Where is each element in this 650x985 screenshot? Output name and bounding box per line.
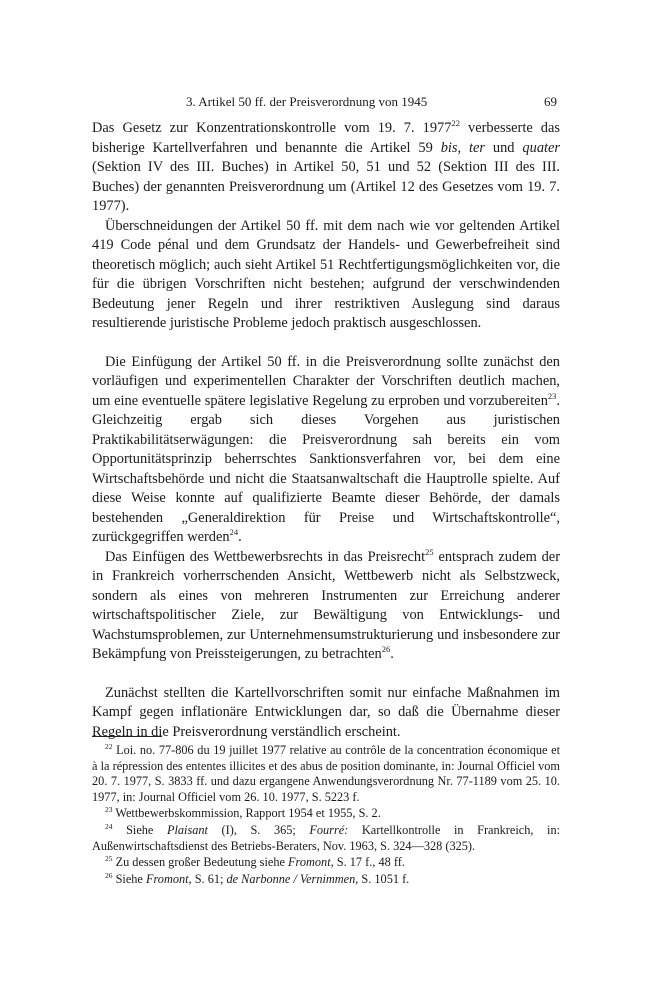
text-run: verbesserte das bisherige Kartellverfahren und benannte die Artikel 59 <box>92 120 560 156</box>
footnote-text: (I), S. 365; <box>207 822 310 837</box>
footnotes <box>92 743 560 888</box>
footnote-22 <box>92 743 560 805</box>
footnote-text: S. 1051 f. <box>358 871 410 886</box>
italic-quater: quater <box>522 139 560 156</box>
text-run: (Sektion IV des III. Buches) in Artikel 50, 51 und 52 (Sektion III des III. Buches) der genannten Preisverordnung um (Artikel 12 des Gesetzes vom 19. 7. 1977). <box>92 159 560 214</box>
footnote-23 <box>92 806 560 822</box>
text-run: . Gleichzeitig ergab sich dieses Vorgehen aus juristischen Praktikabilitätserwägungen: die Preisverordnung sah bereits ein vom Opportunitätsprinzip beherrschtes Sanktionsverfahren vor, bei dem eine Wirtschaftsbehörde und nicht die Staatsanwaltschaft die Hauptrolle spielte. Auf diese Weise konnte auf qualifizierte Beamte dieser Behörde, der damals bestehenden „Generaldirektion für Preise und Wirtschaftskontrolle“, zurückgegriffen werden <box>92 392 560 545</box>
footnote-text: S. 17 f., 48 ff. <box>333 855 405 870</box>
paragraph-3 <box>92 353 560 548</box>
author-narbonne-vernimmen: de Narbonne / Vernimmen, <box>226 871 359 886</box>
footnote-text: Zu dessen großer Bedeutung siehe <box>112 855 289 870</box>
footnote-ref-25: 25 <box>425 546 434 557</box>
footnote-text: Wettbewerbskommission, Rapport 1954 et 1955, S. 2. <box>112 806 381 821</box>
author-fromont: Fromont, <box>145 871 192 886</box>
footnote-ref-23: 23 <box>547 390 557 401</box>
footnote-number: 24 <box>105 821 113 831</box>
text-run: Das Gesetz zur Konzentrationskontrolle vom 19. 7. 1977 <box>92 120 452 136</box>
paragraph-1 <box>92 119 560 217</box>
text-run: entsprach zudem der in Frankreich vorherrschenden Ansicht, Wettbewerb nicht als Selbstzweck, sondern als eines von mehreren Instrumenten zur Erreichung anderer wirtschaftspolitischer Ziele, zur Bewältigung von Entwicklungs- und Wachstumsproblemen, zur Unternehmensumstrukturierung und insbesondere zur Bekämpfung von Preissteigerungen, zu betrachten <box>92 548 560 662</box>
footnote-number: 26 <box>105 870 113 880</box>
paragraph-5: Zunächst stellten die Kartellvorschriften somit nur einfache Maßnahmen im Kampf gegen inflationäre Entwicklungen dar, so daß die Übernahme dieser Regeln in die Preisverordnung verständlich erscheint. <box>92 684 560 740</box>
text-run: und <box>485 139 523 156</box>
text-run: . <box>238 529 242 545</box>
footnote-text: Loi. no. 77-806 du 19 juillet 1977 relative au contrôle de la concentration économique et à la répression des ententes illicites et des abus de position dominante, in: Journal Officiel vom 20. 7. 1977, S. 3833 ff. und dazu ergangene Anwendungsverordnung Nr. 77-1189 vom 25. 10. 1977, in: Journal Officiel vom 26. 10. 1977, S. 5223 f. <box>92 743 560 804</box>
author-plaisant: Plaisant <box>166 822 208 837</box>
footnote-26 <box>92 872 560 888</box>
footnote-ref-26: 26 <box>381 644 391 655</box>
author-fourre: Fourré: <box>309 822 349 837</box>
footnote-number: 25 <box>105 854 113 864</box>
italic-bis-ter: bis, ter <box>440 139 485 156</box>
text-run: Das Einfügen des Wettbewerbsrechts in das Preisrecht <box>105 548 426 565</box>
footnote-25 <box>92 855 560 871</box>
page-number: 69 <box>544 94 557 109</box>
paragraph-2: Überschneidungen der Artikel 50 ff. mit dem nach wie vor geltenden Artikel 419 Code pénal und dem Grundsatz der Handels- und Gewerbefreiheit sind theoretisch möglich; auch sieht Artikel 51 Rechtfertigungsmöglichkeiten vor, die für die übrigen Vorschriften nicht bestehen; aufgrund der verschwindenden Bedeutung jener Regeln und ihrer restriktiven Auslegung sind daraus resultierende juristische Probleme jedoch praktisch ausgeschlossen. <box>92 217 560 331</box>
footnote-number: 22 <box>105 741 113 751</box>
footnote-ref-24: 24 <box>229 527 239 538</box>
main-text <box>92 119 560 742</box>
footnote-ref-22: 22 <box>451 118 460 129</box>
footnote-separator <box>92 736 162 737</box>
text-run: Die Einfügung der Artikel 50 ff. in die Preisverordnung sollte zunächst den vorläufigen und experimentellen Charakter der Vorschriften deutlich machen, um eine eventuelle spätere legislative Regelung zu erproben und vorzubereiten <box>92 353 560 409</box>
running-title: 3. Artikel 50 ff. der Preisverordnung von 1945 <box>186 94 428 109</box>
footnote-text: Kartellkontrolle in Frankreich, in: Außenwirtschaftsdienst des Betriebs-Beraters, Nov. 1963, S. 324—328 (325). <box>92 822 561 853</box>
paragraph-4 <box>92 548 560 665</box>
footnote-24 <box>92 823 560 854</box>
text-run: . <box>390 646 394 662</box>
footnote-text: S. 61; <box>191 871 227 886</box>
footnote-text: Siehe <box>112 871 146 886</box>
author-fromont: Fromont, <box>288 855 334 870</box>
footnote-text: Siehe <box>112 822 167 837</box>
footnote-number: 23 <box>105 805 113 815</box>
